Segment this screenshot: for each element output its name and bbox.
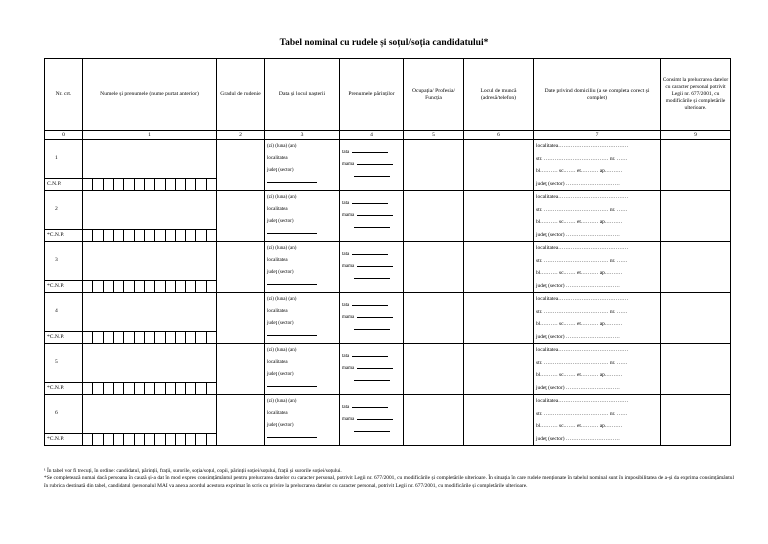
date-parts-label: (zi) (luna) (an) bbox=[267, 297, 297, 302]
cnp-input[interactable] bbox=[83, 229, 217, 242]
date-parts-label: (zi) (luna) (an) bbox=[267, 195, 297, 200]
header-consent: Consimt la prelucrarea datelor cu caracter personal potrivit Legii nr. 677/2001, cu modificările și completările ulterioare. bbox=[661, 59, 731, 131]
dom-judet: judeţ (sector) ………………………… bbox=[536, 435, 620, 442]
dom-block: bl.……… sc.…… et.……… ap.……… bbox=[536, 168, 623, 174]
tata-label: tata bbox=[342, 252, 350, 257]
col-number: 4 bbox=[340, 131, 404, 140]
tata-label: tata bbox=[342, 201, 350, 206]
parents-field[interactable] bbox=[340, 242, 404, 293]
header-domicile: Date privind domiciliu (a se completa corect și complet) bbox=[534, 59, 661, 131]
dom-street: str. ……………………………… nr. …… bbox=[536, 206, 628, 213]
header-name: Numele și prenumele (nume purtat anterior) bbox=[83, 59, 217, 131]
name-field[interactable] bbox=[83, 293, 217, 332]
mama-label: mama bbox=[342, 264, 355, 269]
dom-localitatea: localitatea………………………………… bbox=[536, 398, 629, 404]
grad-field[interactable] bbox=[217, 344, 265, 395]
consent-field[interactable] bbox=[661, 191, 731, 242]
domicile-field[interactable] bbox=[534, 140, 661, 191]
dom-localitatea: localitatea………………………………… bbox=[536, 296, 629, 302]
cnp-label: *C.N.P. bbox=[45, 433, 83, 446]
mama-label: mama bbox=[342, 162, 355, 167]
birth-field[interactable] bbox=[265, 242, 340, 293]
header-occupation: Ocupația/ Profesia/ Funcția bbox=[404, 59, 464, 131]
grad-field[interactable] bbox=[217, 395, 265, 446]
cnp-input[interactable] bbox=[83, 433, 217, 446]
name-field[interactable] bbox=[83, 242, 217, 281]
cnp-input[interactable] bbox=[83, 382, 217, 395]
consent-field[interactable] bbox=[661, 344, 731, 395]
birth-judet-label: judeţ (sector) bbox=[267, 423, 294, 428]
mama-label: mama bbox=[342, 366, 355, 371]
header-birth: Data și locul nașterii bbox=[265, 59, 340, 131]
header-grad: Gradul de rudenie bbox=[217, 59, 265, 131]
dom-street: str. ……………………………… nr. …… bbox=[536, 410, 628, 417]
parents-field[interactable] bbox=[340, 395, 404, 446]
name-field[interactable] bbox=[83, 140, 217, 179]
cnp-label: C.N.P. bbox=[45, 178, 83, 191]
workplace-field[interactable] bbox=[464, 344, 534, 395]
cnp-input[interactable] bbox=[83, 280, 217, 293]
mama-label: mama bbox=[342, 315, 355, 320]
cnp-label: *C.N.P. bbox=[45, 229, 83, 242]
parents-field[interactable] bbox=[340, 191, 404, 242]
row-number: 2 bbox=[45, 191, 83, 230]
tata-label: tata bbox=[342, 303, 350, 308]
consent-field[interactable] bbox=[661, 242, 731, 293]
cnp-label: *C.N.P. bbox=[45, 382, 83, 395]
cnp-input[interactable] bbox=[83, 178, 217, 191]
date-parts-label: (zi) (luna) (an) bbox=[267, 348, 297, 353]
table-row bbox=[45, 293, 731, 332]
tata-label: tata bbox=[342, 405, 350, 410]
birth-judet-label: judeţ (sector) bbox=[267, 219, 294, 224]
tata-label: tata bbox=[342, 150, 350, 155]
tata-label: tata bbox=[342, 354, 350, 359]
dom-street: str. ……………………………… nr. …… bbox=[536, 257, 628, 264]
consent-field[interactable] bbox=[661, 293, 731, 344]
col-number: 2 bbox=[217, 131, 265, 140]
row-number: 6 bbox=[45, 395, 83, 434]
header-row bbox=[45, 59, 731, 131]
grad-field[interactable] bbox=[217, 191, 265, 242]
parents-field[interactable] bbox=[340, 140, 404, 191]
date-parts-label: (zi) (luna) (an) bbox=[267, 399, 297, 404]
dom-localitatea: localitatea………………………………… bbox=[536, 347, 629, 353]
col-number: 1 bbox=[83, 131, 217, 140]
domicile-field[interactable] bbox=[534, 191, 661, 242]
dom-localitatea: localitatea………………………………… bbox=[536, 143, 629, 149]
dom-block: bl.……… sc.…… et.……… ap.……… bbox=[536, 321, 623, 327]
birth-judet-label: judeţ (sector) bbox=[267, 168, 294, 173]
birth-field[interactable] bbox=[265, 293, 340, 344]
birth-localitatea-label: localitatea bbox=[267, 411, 288, 416]
domicile-field[interactable] bbox=[534, 242, 661, 293]
dom-block: bl.……… sc.…… et.……… ap.……… bbox=[536, 372, 623, 378]
dom-street: str. ……………………………… nr. …… bbox=[536, 308, 628, 315]
cnp-label: *C.N.P. bbox=[45, 280, 83, 293]
column-number-row bbox=[45, 131, 731, 140]
parents-field[interactable] bbox=[340, 344, 404, 395]
document-title: Tabel nominal cu rudele și soțul/soția candidatului* bbox=[279, 38, 489, 48]
col-number: 0 bbox=[45, 131, 83, 140]
dom-judet: judeţ (sector) ………………………… bbox=[536, 180, 620, 187]
table-row bbox=[45, 395, 731, 434]
birth-localitatea-label: localitatea bbox=[267, 309, 288, 314]
birth-localitatea-label: localitatea bbox=[267, 258, 288, 263]
table-row bbox=[45, 344, 731, 383]
header-nr: Nr. crt. bbox=[45, 59, 83, 131]
row-number: 5 bbox=[45, 344, 83, 383]
birth-field[interactable] bbox=[265, 395, 340, 446]
dom-street: str. ……………………………… nr. …… bbox=[536, 155, 628, 162]
occupation-field[interactable] bbox=[404, 293, 464, 344]
consent-field[interactable] bbox=[661, 140, 731, 191]
grad-field[interactable] bbox=[217, 140, 265, 191]
occupation-field[interactable] bbox=[404, 242, 464, 293]
mama-label: mama bbox=[342, 417, 355, 422]
domicile-field[interactable] bbox=[534, 395, 661, 446]
row-number: 3 bbox=[45, 242, 83, 281]
cnp-input[interactable] bbox=[83, 331, 217, 344]
birth-field[interactable] bbox=[265, 191, 340, 242]
birth-localitatea-label: localitatea bbox=[267, 360, 288, 365]
date-parts-label: (zi) (luna) (an) bbox=[267, 246, 297, 251]
occupation-field[interactable] bbox=[404, 140, 464, 191]
col-number: 7 bbox=[534, 131, 661, 140]
relatives-table bbox=[44, 58, 731, 446]
dom-judet: judeţ (sector) ………………………… bbox=[536, 333, 620, 340]
header-workplace: Locul de muncă (adresă/telefon) bbox=[464, 59, 534, 131]
occupation-field[interactable] bbox=[404, 344, 464, 395]
workplace-field[interactable] bbox=[464, 293, 534, 344]
col-number: 9 bbox=[661, 131, 731, 140]
name-field[interactable] bbox=[83, 344, 217, 383]
birth-judet-label: judeţ (sector) bbox=[267, 270, 294, 275]
dom-block: bl.……… sc.…… et.……… ap.……… bbox=[536, 423, 623, 429]
workplace-field[interactable] bbox=[464, 140, 534, 191]
row-number: 1 bbox=[45, 140, 83, 179]
birth-field[interactable] bbox=[265, 344, 340, 395]
workplace-field[interactable] bbox=[464, 395, 534, 446]
mama-label: mama bbox=[342, 213, 355, 218]
workplace-field[interactable] bbox=[464, 191, 534, 242]
col-number: 6 bbox=[464, 131, 534, 140]
grad-field[interactable] bbox=[217, 293, 265, 344]
birth-judet-label: judeţ (sector) bbox=[267, 321, 294, 326]
header-parents: Prenumele părinților bbox=[340, 59, 404, 131]
workplace-field[interactable] bbox=[464, 242, 534, 293]
parents-field[interactable] bbox=[340, 293, 404, 344]
table-row bbox=[45, 191, 731, 230]
cnp-label: *C.N.P. bbox=[45, 331, 83, 344]
dom-judet: judeţ (sector) ………………………… bbox=[536, 384, 620, 391]
name-field[interactable] bbox=[83, 395, 217, 434]
domicile-field[interactable] bbox=[534, 344, 661, 395]
footnote-1: ¹ În tabel vor fi trecuți, în ordine: candidatul, părinții, frații, surorile, soția/soțul, copii, părinții soției/soțului, frații și surorile soției/soțului. bbox=[44, 468, 342, 474]
birth-localitatea-label: localitatea bbox=[267, 207, 288, 212]
birth-judet-label: judeţ (sector) bbox=[267, 372, 294, 377]
birth-localitatea-label: localitatea bbox=[267, 156, 288, 161]
footnotes bbox=[44, 468, 734, 490]
table-row bbox=[45, 242, 731, 281]
dom-street: str. ……………………………… nr. …… bbox=[536, 359, 628, 366]
dom-localitatea: localitatea………………………………… bbox=[536, 245, 629, 251]
name-field[interactable] bbox=[83, 191, 217, 230]
date-parts-label: (zi) (luna) (an) bbox=[267, 144, 297, 149]
row-number: 4 bbox=[45, 293, 83, 332]
grad-field[interactable] bbox=[217, 242, 265, 293]
dom-block: bl.……… sc.…… et.……… ap.……… bbox=[536, 270, 623, 276]
occupation-field[interactable] bbox=[404, 191, 464, 242]
col-number: 3 bbox=[265, 131, 340, 140]
occupation-field[interactable] bbox=[404, 395, 464, 446]
dom-localitatea: localitatea………………………………… bbox=[536, 194, 629, 200]
consent-field[interactable] bbox=[661, 395, 731, 446]
dom-block: bl.……… sc.…… et.……… ap.……… bbox=[536, 219, 623, 225]
dom-judet: judeţ (sector) ………………………… bbox=[536, 282, 620, 289]
footnote-2: *Se completează numai dacă persoana în cauză și-a dat în mod expres consimțământul pentru prelucrarea datelor cu caracter personal, potrivit Legii nr. 677/2001, cu modificările și completările ulterioare. În situația în care rudele menționate în tabelul nominal sunt în imposibilitatea de a-și da exprima consimțământul în rubrica destinată din tabel, candidatul /personalul MAI va anexa acordul acestora exprimat în scris cu privire la prelucrarea datelor cu caracter personal, potrivit Legii nr. 677/2001, cu modificările și completările ulterioare. bbox=[44, 475, 734, 489]
dom-judet: judeţ (sector) ………………………… bbox=[536, 231, 620, 238]
col-number: 5 bbox=[404, 131, 464, 140]
table-row bbox=[45, 140, 731, 179]
birth-field[interactable] bbox=[265, 140, 340, 191]
domicile-field[interactable] bbox=[534, 293, 661, 344]
